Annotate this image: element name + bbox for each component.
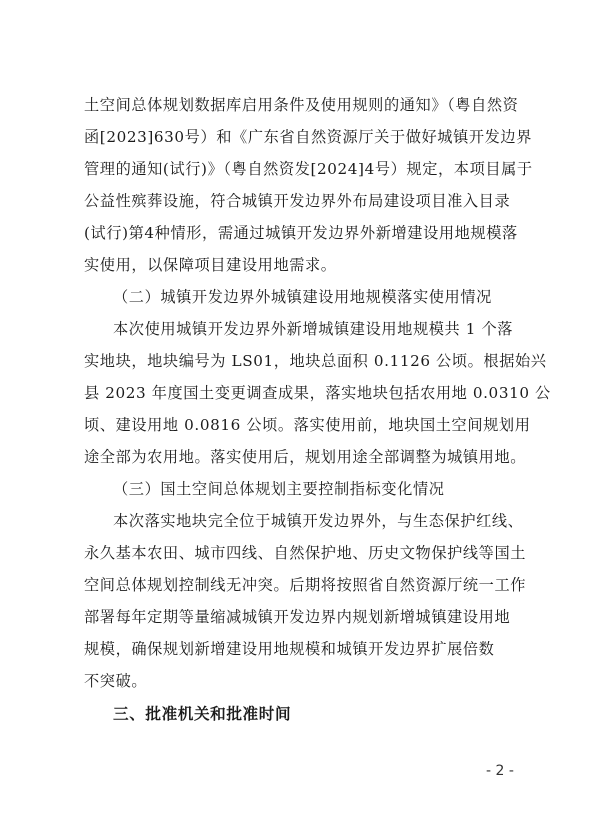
paragraph-3-line-1: 本次落实地块完全位于城镇开发边界外，与生态保护红线、 (113, 512, 524, 530)
paragraph-2-line-2: 实地块，地块编号为 LS01，地块总面积 0.1126 公顷。根据始兴 (84, 352, 547, 370)
paragraph-1-line-4: 公益性殡葬设施，符合城镇开发边界外布局建设项目准入目录 (84, 192, 511, 210)
paragraph-1-line-3: 管理的通知(试行)》（粤自然资发[2024]4号）规定，本项目属于 (84, 160, 533, 178)
paragraph-2-line-3: 县 2023 年度国土变更调查成果，落实地块包括农用地 0.0310 公 (84, 384, 551, 402)
paragraph-1-line-6: 实使用，以保障项目建设用地需求。 (84, 256, 337, 274)
paragraph-3-line-5: 规模，确保规划新增建设用地规模和城镇开发边界扩展倍数 (84, 640, 495, 658)
paragraph-3-line-4: 部署每年定期等量缩减城镇开发边界内规划新增城镇建设用地 (84, 608, 511, 626)
paragraph-2-line-5: 途全部为农用地。落实使用后，规划用途全部调整为城镇用地。 (84, 448, 527, 466)
paragraph-1-line-5: (试行)第4种情形，需通过城镇开发边界外新增建设用地规模落 (84, 224, 518, 242)
paragraph-3-line-3: 空间总体规划控制线无冲突。后期将按照省自然资源厅统一工作 (84, 576, 527, 594)
paragraph-1-line-2: 函[2023]630号）和《广东省自然资源厅关于做好城镇开发边界 (84, 128, 533, 146)
paragraph-1-line-1: 土空间总体规划数据库启用条件及使用规则的通知》（粤自然资 (84, 96, 519, 114)
paragraph-3-line-6: 不突破。 (84, 672, 148, 690)
subheading-3: （三）国土空间总体规划主要控制指标变化情况 (113, 480, 445, 498)
page-number: - 2 - (486, 763, 514, 779)
subheading-2: （二）城镇开发边界外城镇建设用地规模落实使用情况 (113, 288, 492, 306)
section-heading-3: 三、批准机关和批准时间 (113, 705, 292, 723)
paragraph-2-line-4: 顷、建设用地 0.0816 公顷。落实使用前，地块国土空间规划用 (84, 416, 531, 434)
paragraph-2-line-1: 本次使用城镇开发边界外新增城镇建设用地规模共 1 个落 (113, 320, 514, 338)
paragraph-3-line-2: 永久基本农田、城市四线、自然保护地、历史文物保护线等国土 (84, 544, 527, 562)
